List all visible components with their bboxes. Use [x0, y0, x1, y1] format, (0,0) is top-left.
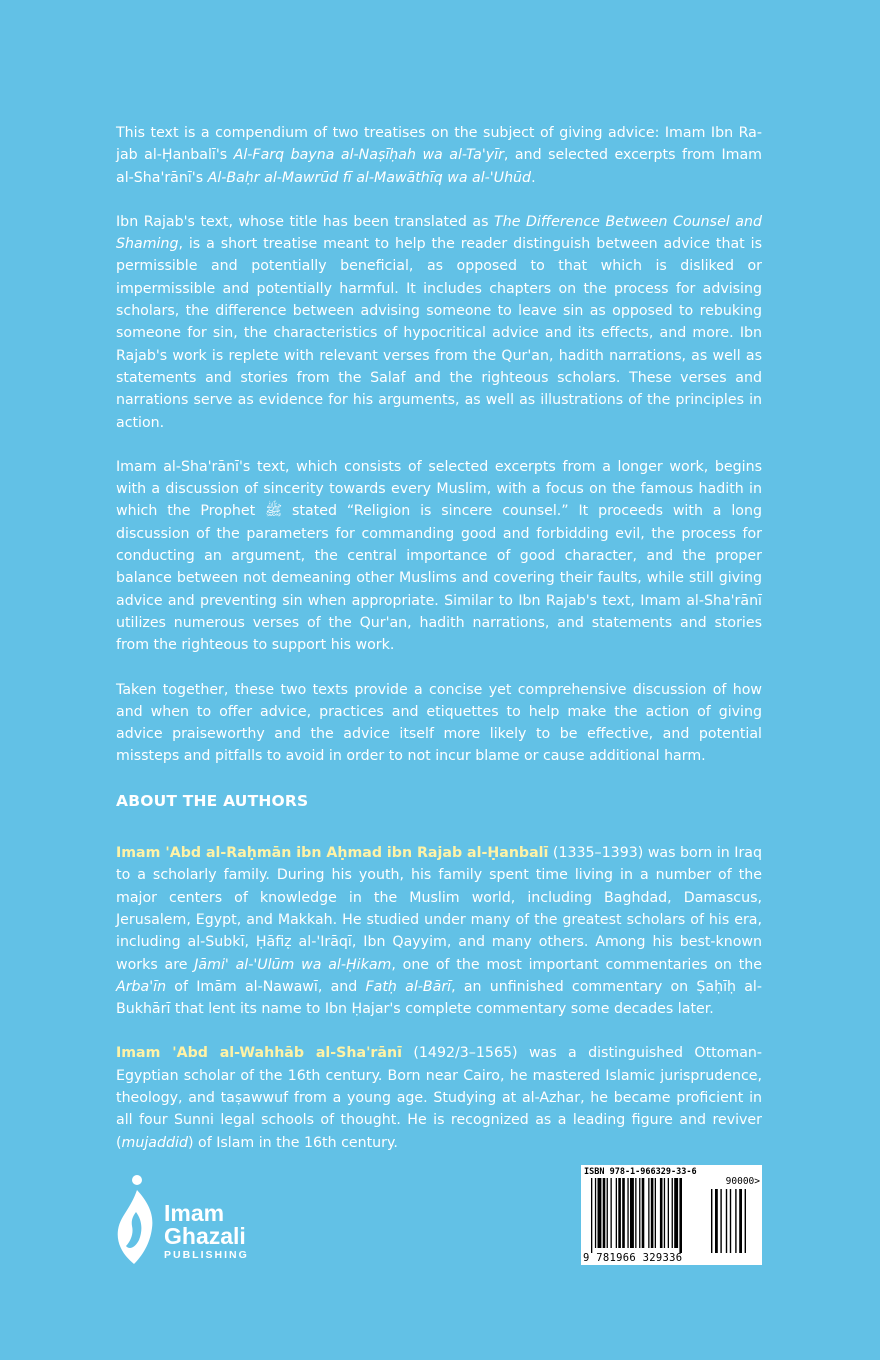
logo-line-publishing: PUBLISHING	[164, 1249, 249, 1261]
barcode-bar	[651, 1178, 654, 1248]
paragraph-sharani: Imam al-Sha'rānī's text, which consists of selected excerpts from a longer work, begins with a discussion of sincerity towards every Muslim, with a focus on the famous hadith in which the Prophet ﷺ stated “Religion is sincere counsel.” It proceeds with a long discussion of the parameters for commanding good and forbidding evil, the process for conducting an argument, the central importance of good character, and the proper balance between not demeaning other Muslims and covering their faults, while still giving advice and preventing sin when appropriate. Similar to Ibn Rajab's text, Imam al-Sha'rānī utilizes numerous verses of the Qur'an, hadith narrations, and statements and stories from the righteous to support his work.	[116, 458, 762, 654]
author-name: Imam 'Abd al-Wahhāb al-Sha'rānī	[116, 1045, 402, 1062]
barcode-bar	[642, 1178, 645, 1248]
barcode-digits: 9 781966 329336	[583, 1252, 683, 1264]
publisher-logo	[112, 1172, 272, 1272]
barcode-bar	[616, 1178, 617, 1248]
barcode-bar	[664, 1178, 665, 1248]
paragraph-intro	[116, 122, 762, 189]
text: , and selected excerpts from Imam al-Sha'rānī's	[116, 147, 762, 186]
barcode-bar	[618, 1178, 621, 1248]
book-title-italic: Jāmi' al-'Ulūm wa al-Ḥikam	[194, 956, 392, 973]
addon-bar	[730, 1189, 731, 1253]
text: .	[531, 169, 536, 186]
barcode-bar	[607, 1178, 608, 1248]
logo-line-ghazali: Ghazali	[164, 1223, 246, 1249]
author-name: Imam 'Abd al-Raḥmān ibn Aḥmad ibn Rajab al-Ḥanbalī	[116, 845, 549, 862]
addon-bar	[715, 1189, 718, 1253]
price-addon: 90000>	[725, 1176, 760, 1187]
isbn-number: ISBN 978-1-966329-33-6	[584, 1167, 697, 1177]
paragraph-ibn-rajab	[116, 211, 762, 434]
author-bio-sharani	[116, 1042, 762, 1153]
barcode-bar	[655, 1178, 656, 1248]
text: Ibn Rajab's text, whose title has been translated as	[116, 213, 495, 230]
barcode-bar	[648, 1178, 649, 1248]
addon-bar	[711, 1189, 712, 1253]
back-cover-text	[116, 122, 762, 1176]
barcode-bar	[635, 1178, 636, 1248]
barcode-bar	[595, 1178, 596, 1248]
about-authors-heading: ABOUT THE AUTHORS	[116, 791, 309, 810]
text: of Imām al-Nawawī, and	[166, 978, 366, 995]
barcode-bar	[668, 1178, 669, 1248]
barcode-bar	[639, 1178, 640, 1248]
barcode-bar	[598, 1178, 602, 1248]
addon-bar	[726, 1189, 727, 1253]
text: ) of Islam in the 16th century.	[187, 1134, 398, 1151]
logo-line-imam: Imam	[164, 1200, 225, 1226]
isbn-barcode	[581, 1165, 762, 1265]
author-bio-ibn-rajab	[116, 842, 762, 1020]
barcode-bar	[630, 1178, 634, 1248]
barcode-bar	[591, 1178, 592, 1253]
addon-bar	[720, 1189, 721, 1253]
term-italic: mujaddid	[121, 1134, 188, 1151]
book-title-italic: Arba'īn	[116, 978, 167, 995]
barcode-bar	[672, 1178, 673, 1248]
book-title-italic: Fatḥ al-Bārī	[365, 978, 452, 995]
text: , an unfinished commentary on Ṣaḥīḥ al-Bukhārī that lent its name to Ibn Ḥajar's complete commentary some decades later.	[116, 978, 762, 1018]
text: , is a short treatise meant to help the reader distinguish between advice that is permissible and potentially beneficial, as opposed to that which is disliked or impermissible and potentially harmful. It includes chapters on the process for advising scholars, the difference between advising someone to leave sin as opposed to rebuking someone for sin, the characteristics of hypocritical advice and its effects, and more. Ibn Rajab's work is replete with relevant verses from the Qur'an, hadith narrations, as well as statements and stories from the Salaf and the righteous scholars. These verses and narrations serve as evidence for his arguments, as well as illustrations of the principles in action.	[116, 236, 762, 431]
addon-bar	[739, 1189, 742, 1253]
addon-bar	[745, 1189, 746, 1253]
paragraph-summary: Taken together, these two texts provide a concise yet comprehensive discussion of how and when to offer advice, practices and etiquettes to help make the action of giving advice praiseworthy and the advice itself more likely to be effective, and potential missteps and pitfalls to avoid in order to not incur blame or cause additional harm.	[116, 681, 762, 765]
logo-flame-icon	[112, 1172, 162, 1272]
translated-title-italic: The Difference Between Counsel and Shaming	[116, 213, 762, 253]
addon-bar	[735, 1189, 736, 1253]
barcode-bar	[603, 1178, 606, 1248]
text: (1492/3–1565) was a distinguished Ottoman-Egyptian scholar of the 16th century. Born near Cairo, he mastered Islamic jurisprudence, theology, and taṣawwuf from a young age. Studying at al-Azhar, he became proficient in all four Sunni legal schools of thought. He is recognized as a leading figure and reviver (	[116, 1045, 762, 1151]
barcode-bar	[660, 1178, 663, 1248]
text: (1335–1393) was born in Iraq to a scholarly family. During his youth, his family spent time living in a number of the major centers of knowledge in the Muslim world, including Baghdad, Damascus, Jerusalem, Egypt, and Makkah. He studied under many of the greatest scholars of his era, including al-Subkī, Ḥāfiẓ al-'Irāqī, Ibn Qayyim, and many others. Among his best-known works are	[116, 845, 763, 973]
barcode-bar	[627, 1178, 628, 1248]
text: This text is a compendium of two treatises on the subject of giving advice: Imam Ibn Rajab al-Ḥanbalī's	[116, 125, 762, 164]
book-title-italic: Al-Baḥr al-Mawrūd fī al-Mawāthīq wa al-'Uhūd	[207, 169, 532, 186]
book-title-italic: Al-Farq bayna al-Naṣīḥah wa al-Ta'yīr	[233, 147, 504, 164]
text: , one of the most important commentaries on the	[391, 956, 762, 973]
barcode-bar	[611, 1178, 612, 1248]
barcode-bar	[622, 1178, 625, 1248]
barcode-bar	[674, 1178, 678, 1248]
logo-wordmark	[164, 1202, 249, 1262]
barcode-bar	[679, 1178, 682, 1253]
